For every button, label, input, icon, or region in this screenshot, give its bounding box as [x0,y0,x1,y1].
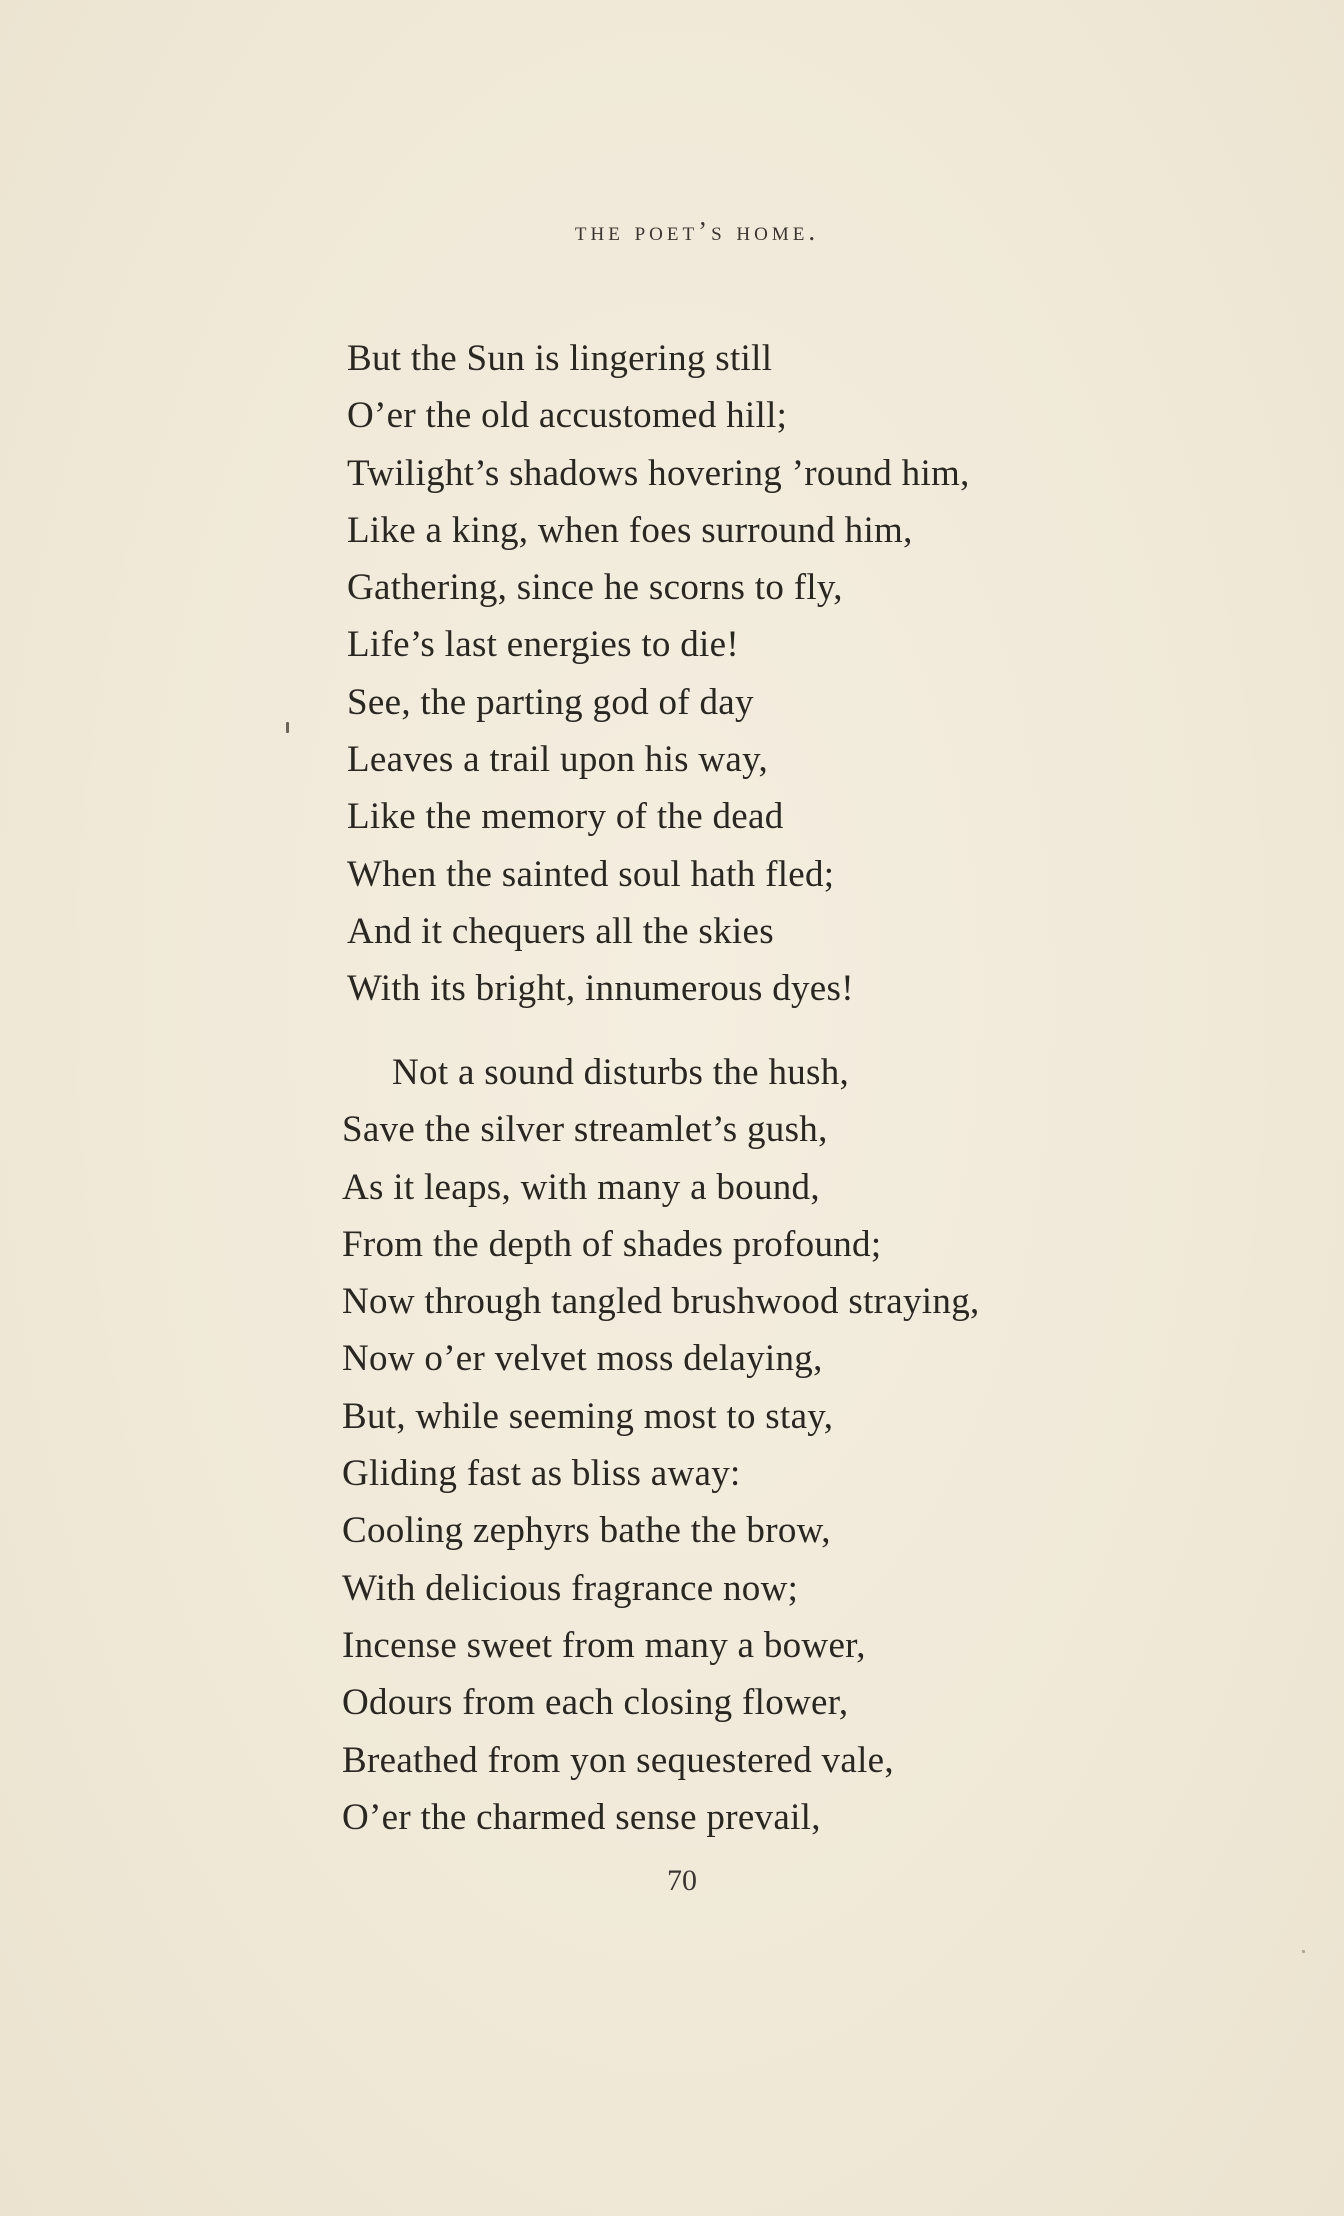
poem-line: See, the parting god of day [347,681,754,723]
poem-line: Gathering, since he scorns to fly, [347,567,843,609]
running-head [0,216,1344,247]
poem-line: With delicious fragrance now; [342,1567,799,1609]
stanza-1 [347,330,970,1018]
poem-line: But, while seeming most to stay, [342,1395,834,1437]
ink-speck [1302,1950,1305,1953]
poem-line: As it leaps, with many a bound, [342,1166,820,1208]
poem-line: But the Sun is lingering still [347,338,773,379]
poem-line: And it chequers all the skies [347,910,774,952]
poem-line: Incense sweet from many a bower, [342,1624,866,1666]
poem-line: Like a king, when foes surround him, [347,509,913,551]
poem-line: From the depth of shades profound; [342,1223,882,1265]
poem-line: Now o’er velvet moss delaying, [342,1338,823,1380]
poem-line: Breathed from yon sequestered vale, [342,1739,894,1781]
stanza-2 [342,1044,980,1846]
poem-line: With its bright, innumerous dyes! [347,968,854,1010]
poem-line: Odours from each closing flower, [342,1682,849,1724]
poem-line: When the sainted soul hath fled; [347,853,835,895]
poem-line: Save the silver streamlet’s gush, [342,1109,828,1151]
poem-line: Not a sound disturbs the hush, [392,1052,850,1093]
poem-line: O’er the charmed sense prevail, [342,1796,821,1838]
ink-speck [286,722,289,733]
poem-line: Now through tangled brushwood straying, [342,1281,980,1323]
page-number: 70 [667,1864,697,1897]
poem-line: Twilight’s shadows hovering ’round him, [347,452,970,494]
poem-line: Gliding fast as bliss away: [342,1453,741,1495]
poem-line: Like the memory of the dead [347,796,784,838]
running-head-text: the poet’s home. [574,216,820,246]
poem-line: Life’s last energies to die! [347,624,739,666]
poem-line: O’er the old accustomed hill; [347,395,788,437]
poem-line: Cooling zephyrs bathe the brow, [342,1510,831,1552]
poem-line: Leaves a trail upon his way, [347,739,769,781]
